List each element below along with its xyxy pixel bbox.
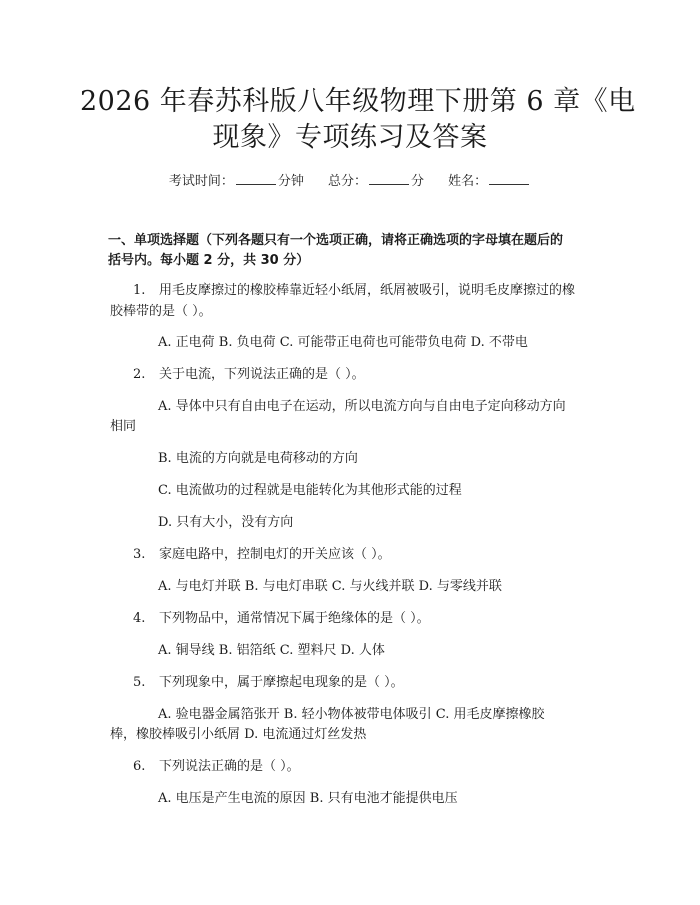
exam-time-unit: 分钟 bbox=[277, 174, 304, 189]
question-option: A. 验电器金属箔张开 B. 轻小物体被带电体吸引 C. 用毛皮摩擦橡胶 bbox=[158, 707, 545, 722]
question-6 bbox=[133, 760, 300, 773]
question-option: B. 电流的方向就是电荷移动的方向 bbox=[158, 451, 358, 466]
section-heading-line-2: 括号内。每小题 2 分，共 30 分） bbox=[108, 253, 310, 268]
question-number: 3. bbox=[133, 547, 146, 562]
total-score-unit: 分 bbox=[411, 174, 425, 189]
document-title-line-2: 现象》专项练习及答案 bbox=[212, 122, 488, 153]
question-number: 1. bbox=[133, 283, 146, 298]
question-option: D. 只有大小，没有方向 bbox=[158, 515, 294, 530]
question-option-continuation: 相同 bbox=[110, 419, 137, 434]
question-5 bbox=[133, 676, 404, 689]
question-stem: 下列现象中，属于摩擦起电现象的是（ ）。 bbox=[159, 675, 404, 690]
question-option: A. 铜导线 B. 铝箔纸 C. 塑料尺 D. 人体 bbox=[158, 643, 385, 658]
section-heading-line-1: 一、单项选择题（下列各题只有一个选项正确，请将正确选项的字母填在题后的 bbox=[108, 233, 564, 248]
question-number: 6. bbox=[133, 759, 146, 774]
question-1 bbox=[133, 284, 575, 297]
question-3 bbox=[133, 548, 391, 561]
question-stem: 关于电流，下列说法正确的是（ ）。 bbox=[159, 367, 365, 382]
question-number: 2. bbox=[133, 367, 146, 382]
question-number: 5. bbox=[133, 675, 146, 690]
question-option: A. 与电灯并联 B. 与电灯串联 C. 与火线并联 D. 与零线并联 bbox=[158, 579, 502, 594]
question-option: A. 正电荷 B. 负电荷 C. 可能带正电荷也可能带负电荷 D. 不带电 bbox=[158, 335, 528, 350]
total-score-label: 总分： bbox=[327, 174, 367, 189]
question-number: 4. bbox=[133, 611, 146, 626]
name-field bbox=[448, 174, 531, 189]
question-2 bbox=[133, 368, 365, 381]
question-4 bbox=[133, 612, 430, 625]
question-stem: 家庭电路中，控制电灯的开关应该（ ）。 bbox=[159, 547, 391, 562]
exam-info-row bbox=[0, 170, 700, 189]
question-stem-continuation: 胶棒带的是（ ）。 bbox=[110, 304, 212, 319]
total-score-field bbox=[328, 174, 428, 189]
total-score-blank bbox=[369, 173, 409, 185]
question-stem: 用毛皮摩擦过的橡胶棒靠近轻小纸屑，纸屑被吸引，说明毛皮摩擦过的橡 bbox=[159, 283, 576, 298]
question-option: C. 电流做功的过程就是电能转化为其他形式能的过程 bbox=[158, 483, 462, 498]
exam-time-blank bbox=[236, 173, 276, 185]
question-option: A. 导体中只有自由电子在运动，所以电流方向与自由电子定向移动方向 bbox=[158, 399, 566, 414]
question-stem: 下列说法正确的是（ ）。 bbox=[159, 759, 300, 774]
name-blank bbox=[489, 173, 529, 185]
question-option-continuation: 棒，橡胶棒吸引小纸屑 D. 电流通过灯丝发热 bbox=[110, 727, 367, 742]
question-stem: 下列物品中，通常情况下属于绝缘体的是（ ）。 bbox=[159, 611, 430, 626]
name-label: 姓名： bbox=[448, 174, 488, 189]
exam-time-field bbox=[169, 174, 308, 189]
question-option: A. 电压是产生电流的原因 B. 只有电池才能提供电压 bbox=[158, 791, 458, 806]
exam-time-label: 考试时间： bbox=[168, 174, 234, 189]
document-title-line-1: 2026 年春苏科版八年级物理下册第 6 章《电 bbox=[80, 86, 636, 117]
